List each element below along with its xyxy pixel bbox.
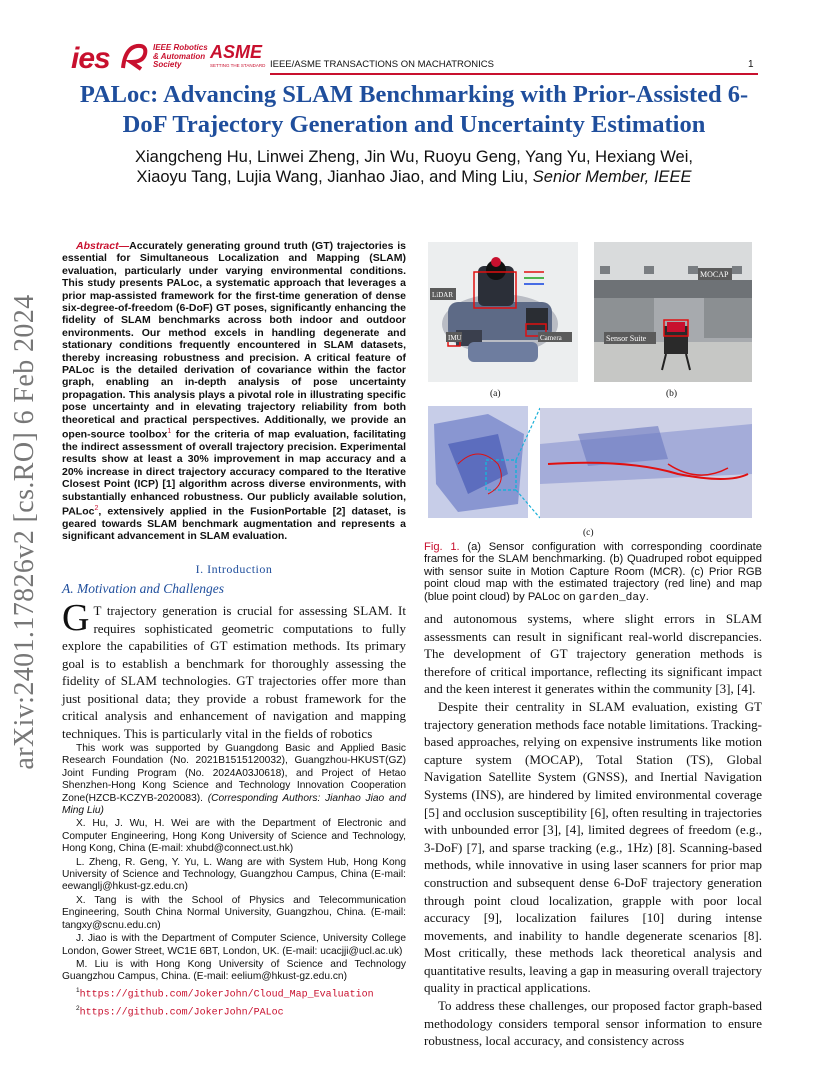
abstract-text-3: , extensively applied in the FusionPortable [2] dataset, is geared towards SLAM benchmark augmentation and represents a significant advancement in SLAM evaluation.	[62, 505, 406, 543]
abstract-text-1: Accurately generating ground truth (GT) trajectories is essential for Simultaneous Localization and Mapping (SLAM) evaluation, particularly under varying environmental conditions. This study presents PALoc, a systematic approach that leverages a prior map-assisted framework for the first-time generation of dense six-degree-of-freedom (6-DoF) GT poses, significantly enhancing the fidelity of SLAM benchmarks across both indoor and outdoor environments. Our method excels in handling degenerate and stationary conditions frequently encountered in SLAM datasets, thereby increasing robustness and precision. A critical feature of PALoc is the detailed derivation of covariance within the factor graph, enabling an in-depth analysis of pose uncertainty propagation. This analysis plays a pivotal role in illustrating specific pose uncertainty and in elevating trajectory reliability from both theoretical and practical perspectives. Additionally, we provide an open-source toolbox	[62, 240, 406, 441]
figure-sensor-rig	[428, 242, 578, 382]
url-link-2[interactable]: https://github.com/JokerJohn/PALoc	[79, 1006, 284, 1018]
footnote-affiliation: J. Jiao is with the Department of Computer Science, University College London, Gower Street, WC1E 6BT, London, UK. (E-mail: ucacjji@ucl.ac.uk)	[62, 933, 406, 957]
tag-mocap: MOCAP	[700, 270, 729, 279]
footnote-ref-1[interactable]: 1	[167, 428, 172, 436]
subfigure-label-b: (b)	[666, 389, 678, 399]
figure-caption-text: (a) Sensor configuration with corresponding coordinate frames for the SLAM benchmarking. (b) Quadruped robot equipped with sensor suite in Motion Capture Room (MCR). (c) Prior RGB point cloud map with the estimated trajectory (red line) and map (blue point cloud) by PALoc on	[424, 541, 762, 603]
abstract-lead: Abstract	[76, 240, 119, 252]
footnote-url-2: $^2$https://github.com/JokerJohn/PALoc	[76, 1004, 284, 1018]
abstract-text-2: for the criteria of map evaluation, facilitating the indirect assessment of overall trajectory precision. Experimental results show at least a 30% improvement in map accuracy and a 20% increase in direct trajectory accuracy compared to the Iterative Closest Point (ICP) [1] algorithm across diverse environments, with substantially enhanced robustness. Our publicly available solution, PALoc	[62, 428, 407, 518]
body-paragraph: To address these challenges, our proposed factor graph-based methodology considers temporal sensor information to ensure robustness, local accuracy, and consistency across	[424, 998, 762, 1049]
right-column-text	[424, 610, 762, 1050]
paper-title: PALoc: Advancing SLAM Benchmarking with Prior-Assisted 6-DoF Trajectory Generation and Uncertainty Estimation	[79, 81, 749, 138]
ras-logo-icon	[119, 42, 151, 72]
figure-caption-code: garden_day	[578, 591, 646, 604]
tag-sensor-suite: Sensor Suite	[606, 334, 647, 343]
ies-logo: ies	[71, 42, 110, 75]
asme-logo: ASME	[210, 42, 263, 62]
ras-logo-text: IEEE Robotics & Automation Society	[153, 43, 208, 69]
footnote-affiliation: X. Tang is with the School of Physics and Telecommunication Engineering, South China Normal University, Guangzhou, China. (E-mail: tangxy@scnu.edu.cn)	[62, 894, 406, 931]
authors-line-2: Xiaoyu Tang, Lujia Wang, Jianhao Jiao, and Ming Liu,	[136, 168, 533, 186]
figure-point-cloud-map	[428, 404, 752, 522]
footnote-affiliation: M. Liu is with Hong Kong University of Science and Technology Guangzhou Campus, China. (E-mail: eelium@hkust-gz.edu.cn)	[62, 958, 406, 983]
intro-text: T trajectory generation is crucial for assessing SLAM. It requires sophisticated geometric computations to fully explore the capabilities of GT estimation methods. Its primary goal is to establish a benchmark for thoroughly assessing the fidelity of SLAM technologies. GT trajectories offer more than just positional data; they provide a robust framework for the critical analysis and enhancement of navigation and mapping techniques. This is particularly vital in the fields of robotics	[62, 603, 406, 741]
body-paragraph: Despite their centrality in SLAM evaluation, existing GT trajectory generation methods face notable limitations. Tracking-based approaches, relying on expensive instruments like motion capture system (MOCAP), Total Station (TS), Global Navigation Satellite System (GNSS), and Inertial Navigation Systems (INS), are hindered by limited environmental coverage [5] and occlusion susceptibility [6], often resulting in trajectories with unbounded error [3], [4], limited degrees of freedom (e.g., 3-DoF) [7], and sparse tracking (e.g., 1Hz) [8]. Scanning-based methods, while innovative in using laser scanners for prior map construction and subsequent dense 6-DoF trajectory generation through point cloud localization, grapple with poor local accuracy [9], localization failures [10] during intense movements, and inability to handle degenerate scenarios [8]. Most critically, these methods lack theoretical analysis and quantitative results, leaving a gap in measuring overall trajectory quality in practical applications.	[424, 698, 762, 996]
section-heading: I. Introduction	[195, 562, 273, 576]
footnote-affiliation: L. Zheng, R. Geng, Y. Yu, L. Wang are with System Hub, Hong Kong University of Science and Technology, Guangzhou Campus, China (E-mail: eewanglj@hkust-gz.edu.cn)	[62, 856, 406, 893]
figure-caption-label: Fig. 1.	[424, 541, 460, 553]
footnote-affiliation: X. Hu, J. Wu, H. Wei are with the Department of Electronic and Computer Engineering, Hong Kong University of Science and Technology, Hong Kong, China (E-mail: xhubd@connect.ust.hk)	[62, 818, 406, 855]
body-paragraph: and autonomous systems, where slight errors in SLAM assessments can result in significant real-world discrepancies. The development of GT trajectory generation methods is therefore of critical importance, reflecting its significant impact and the keen interest it generates within the community [3], [4].	[424, 611, 762, 697]
author-list	[80, 147, 748, 187]
subsection-heading: A. Motivation and Challenges	[62, 581, 224, 596]
tag-lidar: LiDAR	[432, 291, 453, 299]
footnotes	[62, 743, 406, 1020]
page-number: 1	[748, 59, 754, 70]
abstract: Abstract—Accurately generating ground truth (GT) trajectories is essential for Simultaneous Localization and Mapping (SLAM) evaluation, particularly under varying environmental conditions. This study presents PALoc, a systematic approach that leverages a prior map-assisted framework for the first-time generation of dense six-degree-of-freedom (6-DoF) GT poses, significantly enhancing the fidelity of SLAM benchmarks across both indoor and outdoor environments. Our method excels in handling degenerate and stationary conditions frequently encountered in SLAM datasets, thereby increasing robustness and precision. A critical feature of PALoc is the detailed derivation of covariance within the factor graph, enabling an in-depth analysis of pose uncertainty propagation. This analysis plays a pivotal role in illustrating specific pose uncertainty and in elevating trajectory reliability from both theoretical and practical perspectives. Additionally, we provide an open-source toolbox$^1$ for the criteria of map evaluation, facilitating the indirect assessment of overall trajectory precision. Experimental results show at least a 30% improvement in map accuracy and a 20% increase in direct trajectory accuracy compared to the Iterative Closest Point (ICP) [1] algorithm across diverse environments, with substantially enhanced robustness. Our publicly available solution, PALoc$^2$, extensively applied in the FusionPortable [2] dataset, is geared towards SLAM benchmark augmentation and represents a significant advancement in SLAM evaluation.	[62, 240, 407, 543]
footnote-funding: This work was supported by Guangdong Basic and Applied Basic Research Foundation (No. 2021B1515120032), Guangzhou-HKUST(GZ) Joint Funding Program (No. 2024A03J0618), and Project of Hetao Shenzhen-Hong Kong Science and Technology Innovation Cooperation Zone(HZCB-KCZYB-2020083). (Corresponding Authors: Jianhao Jiao and Ming Liu)	[62, 743, 406, 817]
arxiv-identifier: arXiv:2401.17826v2 [cs.RO] 6 Feb 2024	[9, 294, 40, 770]
figure-caption: Fig. 1. (a) Sensor configuration with corresponding coordinate frames for the SLAM benchmarking. (b) Quadruped robot equipped with sensor suite in Motion Capture Room (MCR). (c) Prior RGB point cloud map with the estimated trajectory (red line) and map (blue point cloud) by PALoc on garden_day.	[424, 541, 762, 604]
footnote-ref-2[interactable]: 2	[94, 505, 99, 513]
tag-camera: Camera	[540, 334, 562, 342]
journal-name: IEEE/ASME TRANSACTIONS ON MACHATRONICS	[270, 59, 494, 70]
authors-membership: Senior Member, IEEE	[532, 168, 692, 186]
url-link-1[interactable]: https://github.com/JokerJohn/Cloud_Map_Evaluation	[79, 989, 374, 1001]
dropcap-letter: G	[62, 597, 90, 639]
figure-mocap-room	[594, 242, 752, 382]
asme-logo-subtitle: SETTING THE STANDARD	[210, 63, 266, 68]
footnote-url-1: $^1$https://github.com/JokerJohn/Cloud_Map_Evaluation	[76, 986, 374, 1001]
subfigure-label-a: (a)	[490, 389, 501, 399]
tag-imu: IMU	[448, 334, 462, 342]
subfigure-label-c: (c)	[583, 528, 594, 538]
authors-line-1: Xiangcheng Hu, Linwei Zheng, Jin Wu, Ruoyu Geng, Yang Yu, Hexiang Wei,	[135, 148, 693, 166]
header-rule	[270, 73, 758, 75]
intro-paragraph	[62, 597, 406, 742]
